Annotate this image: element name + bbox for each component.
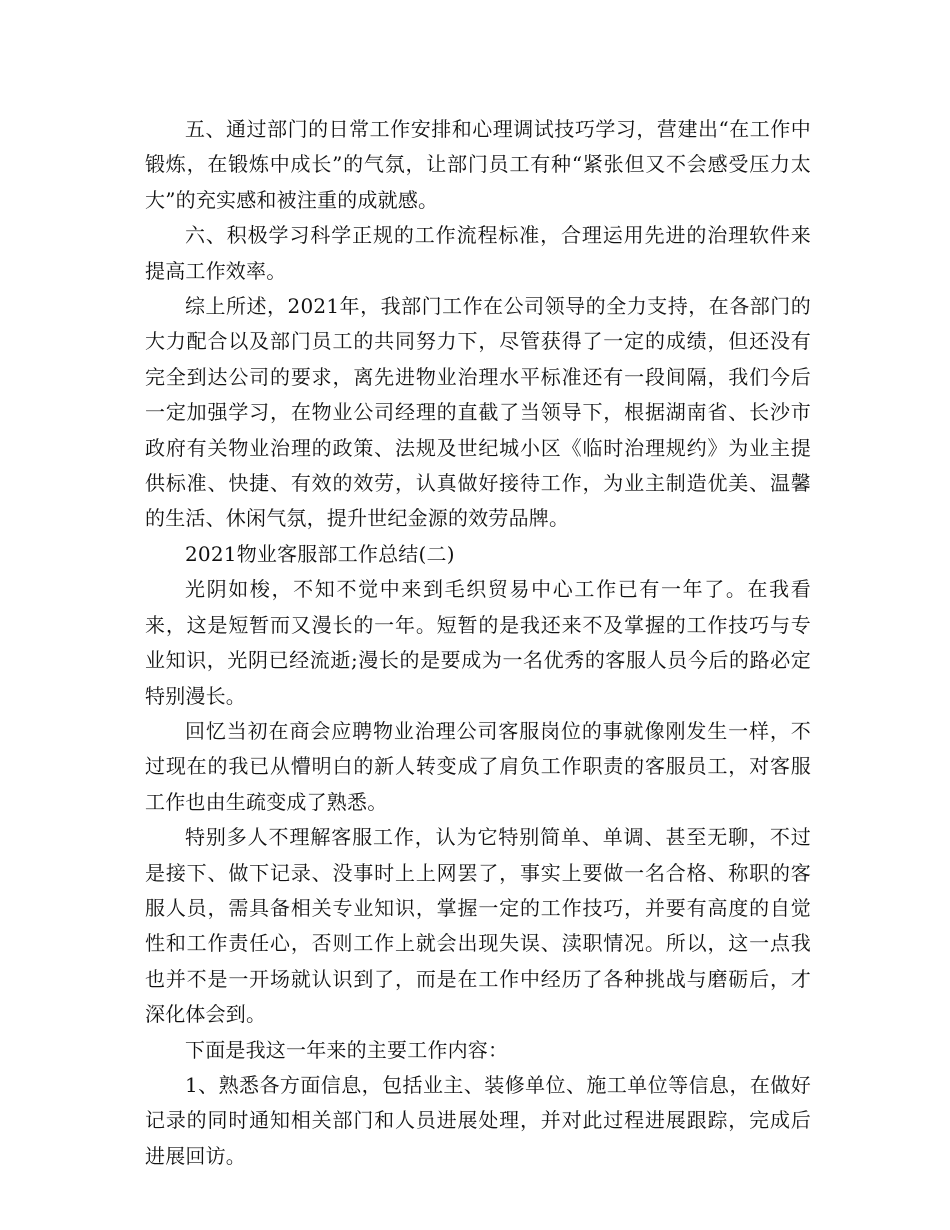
paragraph-recollection: 回忆当初在商会应聘物业治理公司客服岗位的事就像刚发生一样，不过现在的我已从懵明白的新人转变成了肩负工作职责的客服员工，对客服工作也由生疏变成了熟悉。 <box>145 718 811 814</box>
paragraph-understanding: 特别多人不理解客服工作，认为它特别简单、单调、甚至无聊，不过是接下、做下记录、没事时上上网罢了，事实上要做一名合格、称职的客服人员，需具备相关专业知识，掌握一定的工作技巧，并要有高度的自觉性和工作责任心，否则工作上就会出现失误、渎职情况。所以，这一点我也并不是一开场就认识到了，而是在工作中经历了各种挑战与磨砺后，才深化体会到。 <box>145 825 811 1027</box>
paragraph-work-intro: 下面是我这一年来的主要工作内容： <box>185 1037 509 1062</box>
section-heading: 2021物业客服部工作总结(二) <box>185 541 455 566</box>
paragraph-summary: 综上所述，2021年，我部门工作在公司领导的全力支持，在各部门的大力配合以及部门员工的共同努力下，尽管获得了一定的成绩，但还没有完全到达公司的要求，离先进物业治理水平标准还有一段间隔，我们今后一定加强学习，在物业公司经理的直截了当领导下，根据湖南省、长沙市政府有关物业治理的政策、法规及世纪城小区《临时治理规约》为业主提供标准、快捷、有效的效劳，认真做好接待工作，为业主制造优美、温馨的生活、休闲气氛，提升世纪金源的效劳品牌。 <box>145 294 811 531</box>
paragraph-work-item-1: 1、熟悉各方面信息，包括业主、装修单位、施工单位等信息，在做好记录的同时通知相关部门和人员进展处理，并对此过程进展跟踪，完成后进展回访。 <box>145 1072 811 1168</box>
paragraph-intro: 光阴如梭，不知不觉中来到毛织贸易中心工作已有一年了。在我看来，这是短暂而又漫长的一年。短暂的是我还来不及掌握的工作技巧与专业知识，光阴已经流逝;漫长的是要成为一名优秀的客服人员今后的路必定特别漫长。 <box>145 577 811 708</box>
paragraph-item-five: 五、通过部门的日常工作安排和心理调试技巧学习，营建出“在工作中锻炼，在锻炼中成长”的气氛，让部门员工有种“紧张但又不会感受压力太大”的充实感和被注重的成就感。 <box>145 117 811 212</box>
document-body <box>145 112 811 1174</box>
paragraph-item-six: 六、积极学习科学正规的工作流程标准，合理运用先进的治理软件来提高工作效率。 <box>145 223 811 283</box>
